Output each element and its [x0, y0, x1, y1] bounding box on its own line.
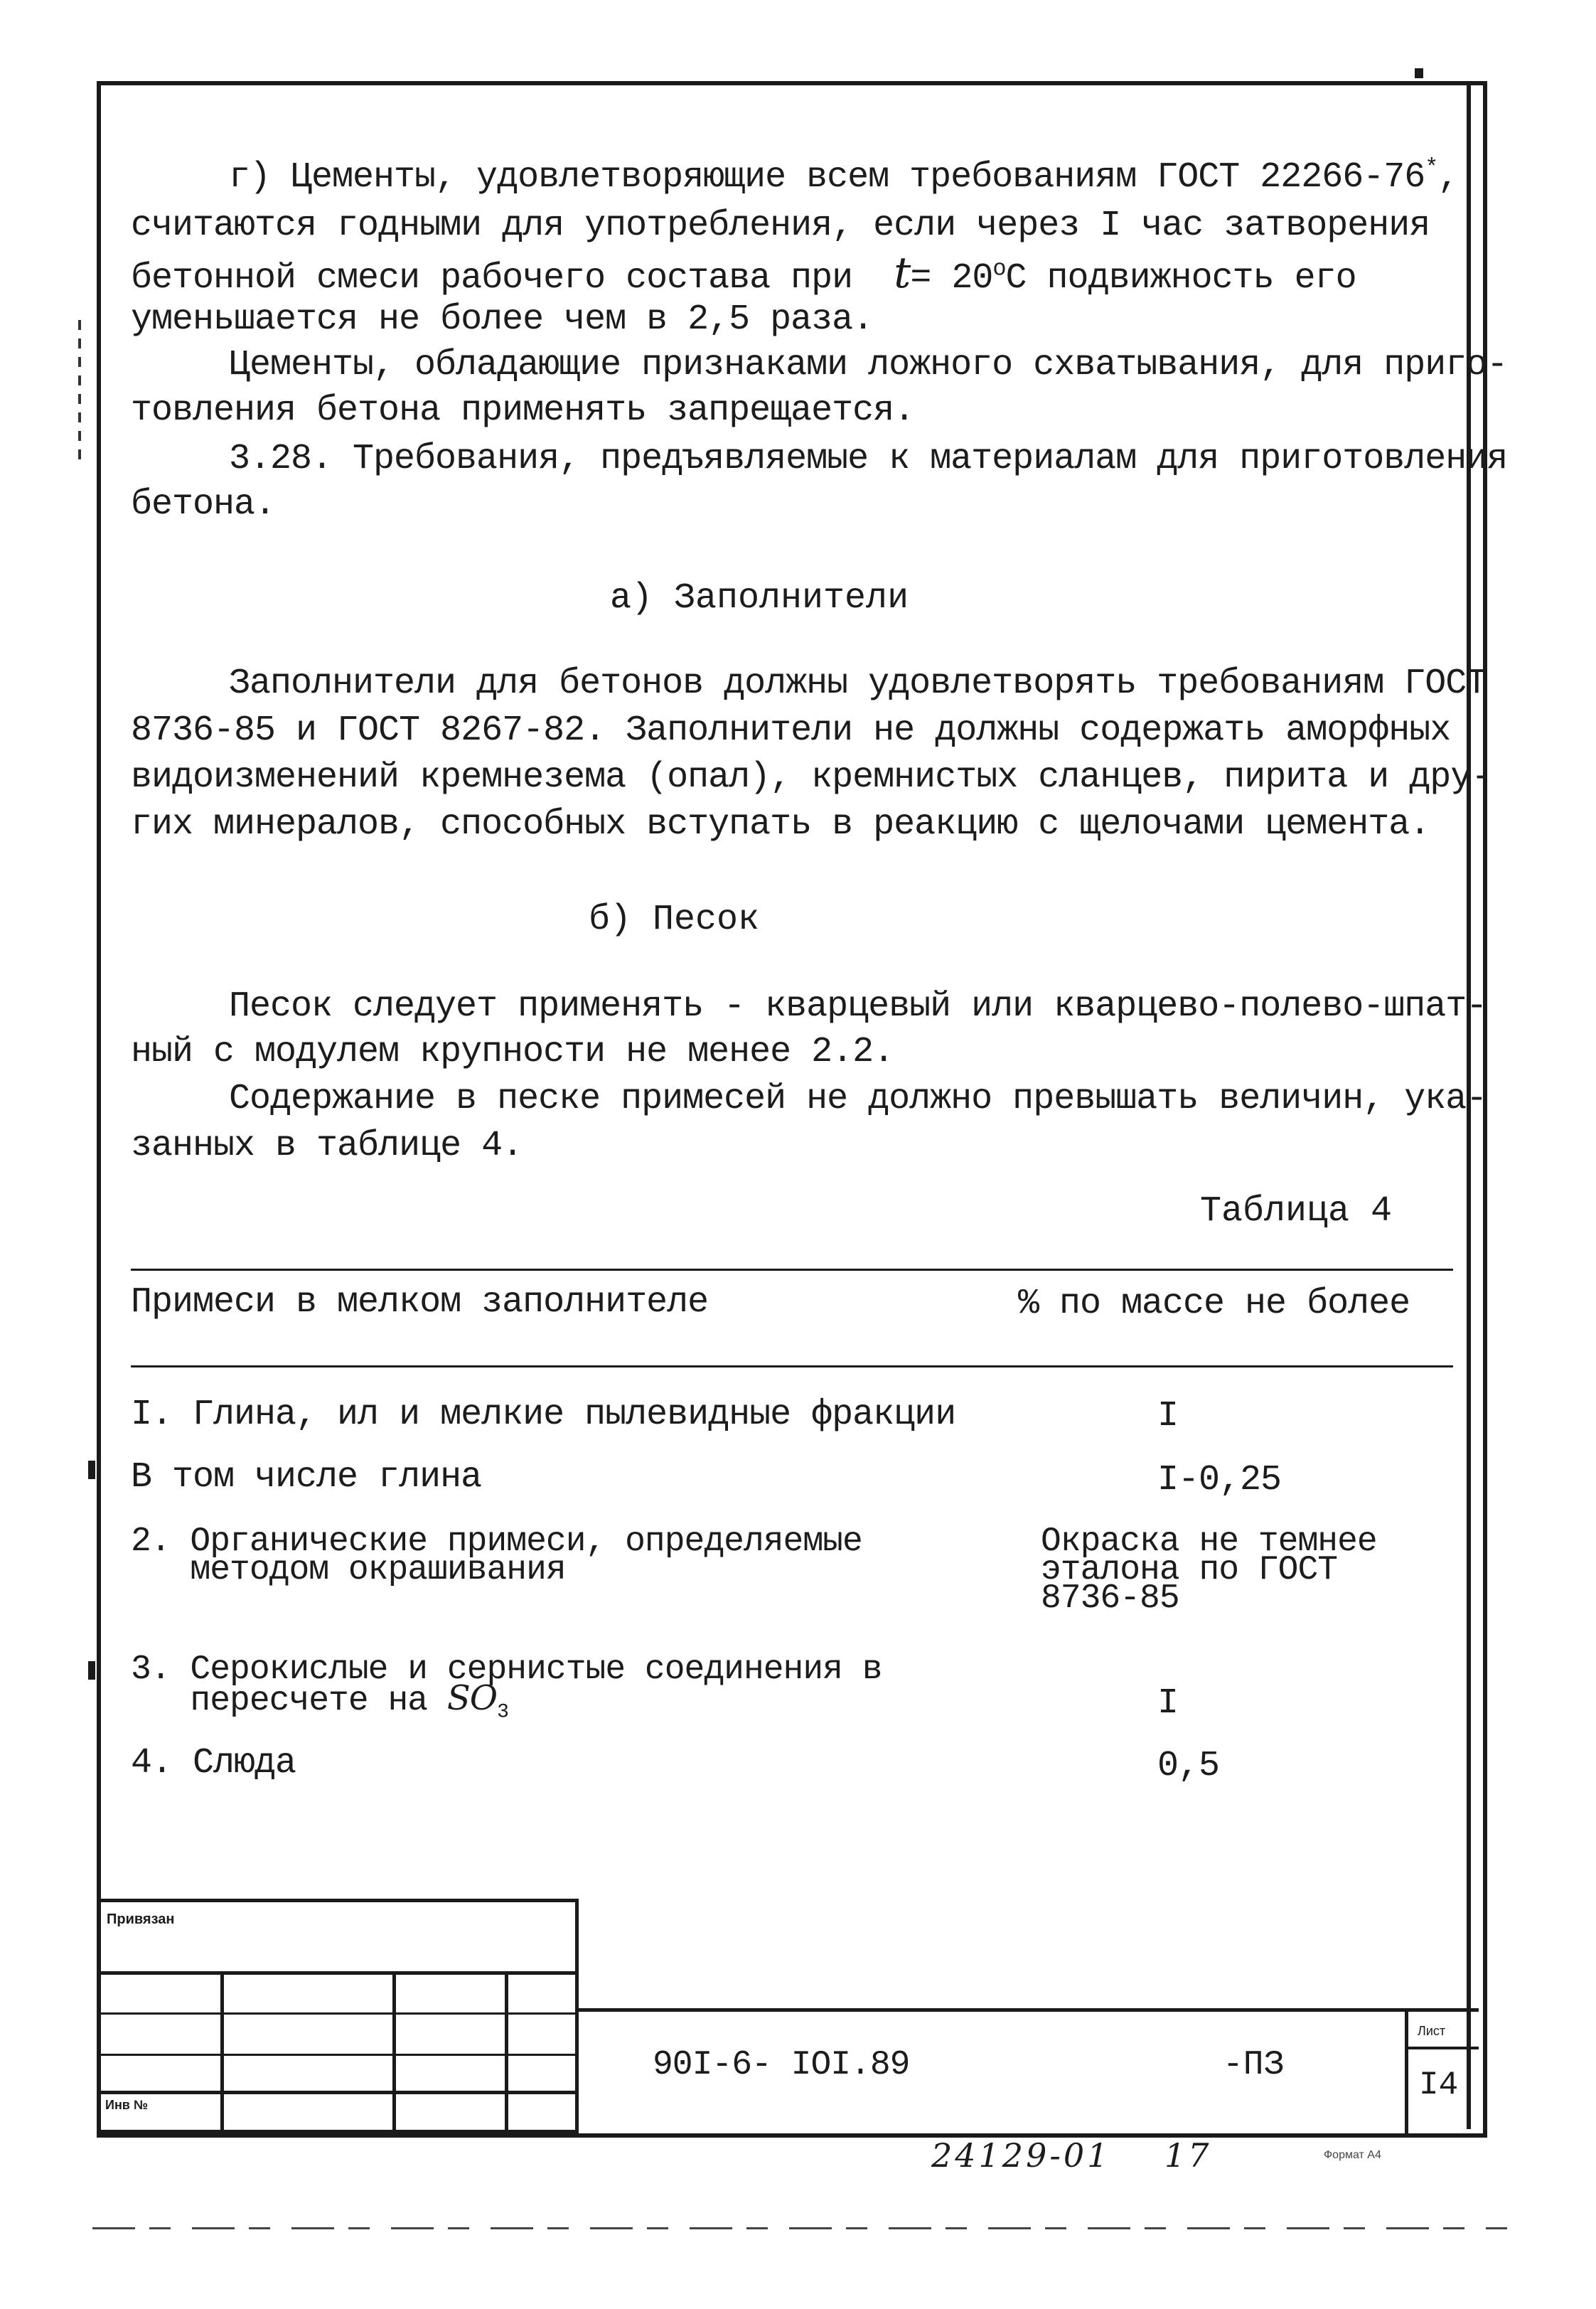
format-label: Формат А4 [1324, 2149, 1381, 2161]
body-line-5: Цементы, обладающие признаками ложного схватывания, для приго- [229, 345, 1508, 385]
section-a-line-3: видоизменений кремнезема (опал), кремнистых сланцев, пирита и дру- [131, 757, 1492, 798]
table-row-4-value: I [1157, 1683, 1179, 1724]
section-b-line-1: Песок следует применять - кварцевый или кварцево-полево-шпат- [229, 986, 1487, 1027]
table-row-5-label: 4. Слюда [131, 1743, 296, 1783]
table-row-4-label-b: пересчете на $SO_3$ [131, 1678, 508, 1724]
table-row-3-value-a: Окраска не темнее [1041, 1523, 1377, 1561]
sheet-cell-divider [1405, 2008, 1408, 2133]
table-row-3-value-b: эталона по ГОСТ [1041, 1551, 1338, 1589]
binding-mark [78, 320, 81, 462]
sheet-cell-rule [1405, 2047, 1479, 2049]
table-header-rule [131, 1365, 1453, 1367]
section-a-line-1: Заполнители для бетонов должны удовлетворять требованиям ГОСТ [229, 663, 1487, 704]
handwritten-page: 17 [1164, 2136, 1212, 2175]
body-line-7: 3.28. Требования, предъявляемые к материалам для приготовления [229, 439, 1508, 479]
body-line-6: товления бетона применять запрещается. [131, 390, 915, 431]
inv-label: Инв № [105, 2098, 148, 2112]
table-row-1-label: I. Глина, ил и мелкие пылевидные фракции [131, 1395, 956, 1435]
sheet-number: I4 [1419, 2067, 1459, 2103]
table-header-col2: % по массе не более [1018, 1284, 1410, 1324]
table-row-1-value: I [1157, 1396, 1179, 1436]
table-row-2-value: I-0,25 [1157, 1460, 1282, 1500]
frame-tick [1415, 68, 1423, 78]
body-line-4: уменьшается не более чем в 2,5 раза. [131, 299, 874, 340]
privyazan-label: Привязан [107, 1911, 175, 1927]
table-row-4-label-a: 3. Серокислые и сернистые соединения в [131, 1651, 882, 1689]
table-top-rule [131, 1269, 1453, 1271]
table-row-3-value-c: 8736-85 [1041, 1579, 1179, 1618]
stamp-col [220, 1971, 224, 2133]
side-mark [88, 1661, 95, 1680]
section-a-heading: а) Заполнители [610, 578, 909, 619]
table-caption: Таблица 4 [1200, 1191, 1393, 1232]
section-b-line-4: занных в таблице 4. [131, 1126, 523, 1166]
handwritten-number: 24129-01 [931, 2136, 1111, 2175]
body-line-2: считаются годными для употребления, если через I час затворения [131, 206, 1430, 246]
section-a-line-2: 8736-85 и ГОСТ 8267-82. Заполнители не должны содержать аморфных [131, 710, 1451, 751]
section-a-line-4: гих минералов, способных вступать в реакцию с щелочами цемента. [131, 804, 1430, 845]
body-line-1: г) Цементы, удовлетворяющие всем требованиям ГОСТ 22266-76*, [229, 154, 1459, 198]
stamp-col [505, 1971, 508, 2133]
table-row-3-label-b: методом окрашивания [131, 1551, 566, 1589]
table-row-2-label: В том числе глина [131, 1457, 482, 1498]
stamp-col [392, 1971, 396, 2133]
side-mark [88, 1461, 95, 1479]
body-line-8: бетона. [131, 484, 276, 525]
section-b-heading: б) Песок [589, 900, 760, 940]
sheet-label: Лист [1418, 2024, 1446, 2038]
section-b-line-3: Содержание в песке примесей не должно превышать величин, ука- [229, 1079, 1487, 1119]
section-code: -ПЗ [1223, 2046, 1285, 2084]
title-block-top-rule [579, 2008, 1479, 2012]
table-row-5-value: 0,5 [1157, 1746, 1220, 1786]
scan-edge-line [92, 2227, 1507, 2229]
table-header-col1: Примеси в мелком заполнителе [131, 1282, 709, 1323]
section-b-line-2: ный с модулем крупности не менее 2.2. [131, 1032, 894, 1072]
document-code: 90I-6- IOI.89 [653, 2046, 910, 2084]
body-line-3: бетонной смеси рабочего состава при $t= 20^oС$ подвижность его [131, 248, 1356, 299]
table-row-3-label-a: 2. Органические примеси, определяемые [131, 1523, 862, 1561]
